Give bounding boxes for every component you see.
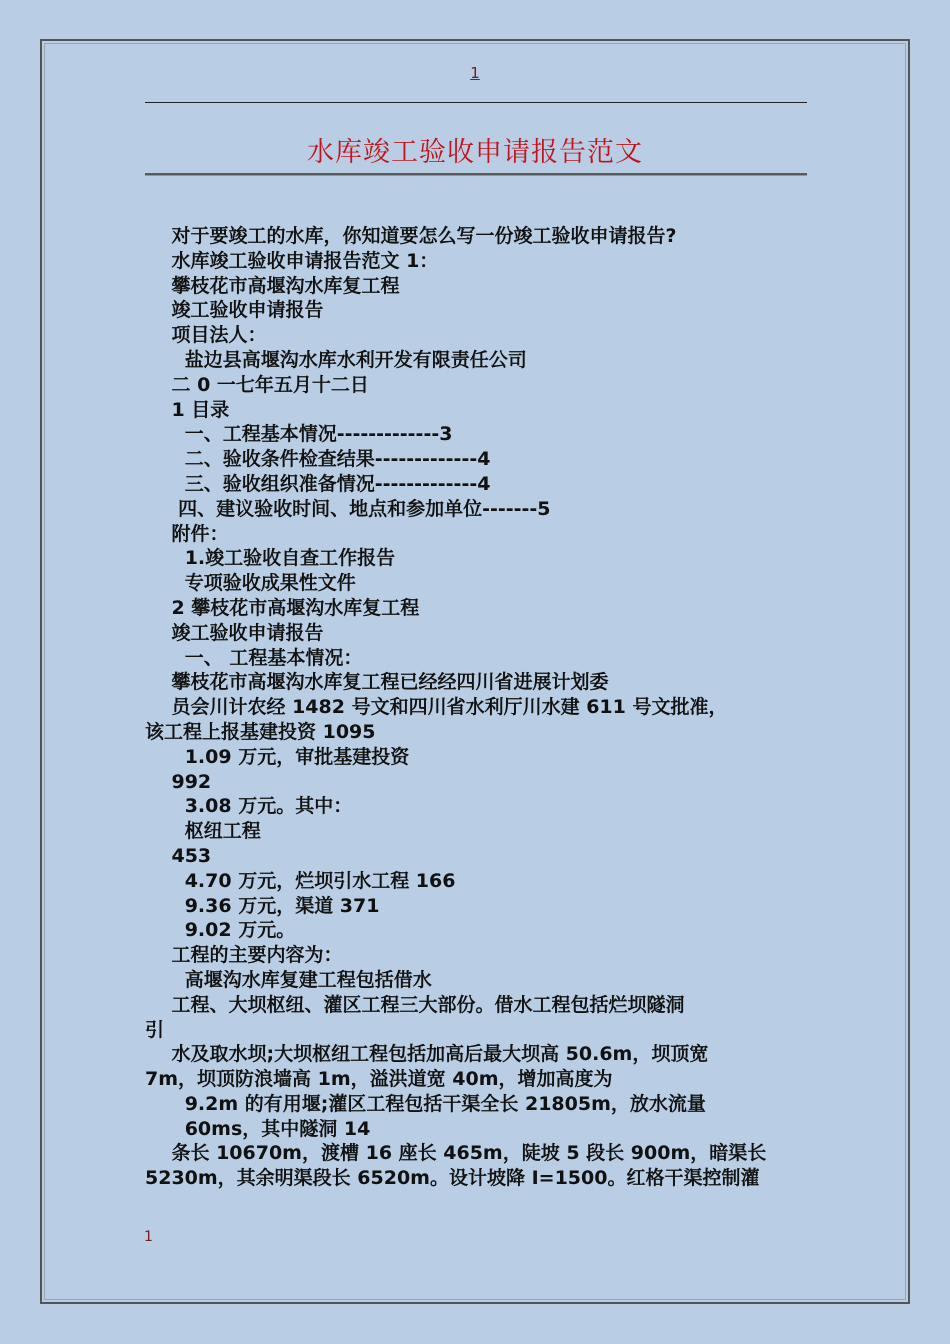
body-line: 二、验收条件检查结果-------------4 bbox=[145, 448, 491, 471]
body-line: 60ms，其中隧洞 14 bbox=[145, 1117, 371, 1140]
body-line: 攀枝花市高堰沟水库复工程已经经四川省进展计划委 bbox=[145, 671, 609, 694]
body-line: 水及取水坝;大坝枢纽工程包括加高后最大坝高 50.6m，坝顶宽 bbox=[145, 1043, 709, 1066]
document-title: 水库竣工验收申请报告范文 bbox=[307, 137, 643, 168]
body-line: 二 0 一七年五月十二日 bbox=[145, 373, 369, 396]
footer-page-number: 1 bbox=[144, 1229, 153, 1245]
title-rule bbox=[145, 173, 807, 175]
body-line: 员会川计农经 1482 号文和四川省水利厅川水建 611 号文批准， bbox=[145, 696, 728, 719]
body-line: 攀枝花市高堰沟水库复工程 bbox=[145, 274, 400, 297]
body-line: 工程的主要内容为： bbox=[145, 944, 343, 967]
body-line: 盐边县高堰沟水库水利开发有限责任公司 bbox=[145, 348, 527, 371]
body-line: 一、 工程基本情况： bbox=[145, 646, 363, 669]
body-line: 竣工验收申请报告 bbox=[145, 299, 324, 322]
body-line: 9.2m 的有用堰;灌区工程包括干渠全长 21805m，放水流量 bbox=[145, 1092, 706, 1115]
body-line: 1.09 万元，审批基建投资 bbox=[145, 745, 410, 768]
body-line: 竣工验收申请报告 bbox=[145, 621, 324, 644]
body-line: 对于要竣工的水库，你知道要怎么写一份竣工验收申请报告? bbox=[145, 225, 677, 247]
body-line: 高堰沟水库复建工程包括借水 bbox=[145, 968, 432, 991]
body-line: 枢纽工程 bbox=[145, 820, 261, 843]
body-line: 一、工程基本情况-------------3 bbox=[145, 423, 453, 446]
body-line: 9.36 万元，渠道 371 bbox=[145, 894, 380, 917]
body-line: 附件： bbox=[145, 522, 229, 545]
body-line: 条长 10670m，渡槽 16 座长 465m，陡坡 5 段长 900m，暗渠长 bbox=[145, 1142, 767, 1165]
document-body bbox=[145, 224, 807, 1191]
body-line: 专项验收成果性文件 bbox=[145, 572, 356, 595]
header-page-number: 1 bbox=[470, 64, 480, 82]
header-rule bbox=[145, 102, 807, 103]
body-line: 水库竣工验收申请报告范文 1： bbox=[145, 249, 439, 272]
body-line: 工程、大坝枢纽、灌区工程三大部份。借水工程包括烂坝隧洞 bbox=[145, 993, 685, 1016]
body-line: 引 bbox=[145, 1018, 165, 1041]
body-line: 1.竣工验收自查工作报告 bbox=[145, 547, 396, 570]
body-line: 该工程上报基建投资 1095 bbox=[145, 720, 376, 743]
body-line: 9.02 万元。 bbox=[145, 919, 296, 942]
body-line: 3.08 万元。其中： bbox=[145, 795, 353, 818]
body-line: 1 目录 bbox=[145, 398, 230, 421]
body-line: 5230m，其余明渠段长 6520m。设计坡降 I=1500。红格干渠控制灌 bbox=[145, 1167, 760, 1190]
body-line: 992 bbox=[145, 770, 212, 793]
body-line: 四、建议验收时间、地点和参加单位-------5 bbox=[145, 497, 551, 520]
body-line: 项目法人： bbox=[145, 324, 267, 347]
body-line: 4.70 万元，烂坝引水工程 166 bbox=[145, 869, 456, 892]
body-line: 2 攀枝花市高堰沟水库复工程 bbox=[145, 596, 420, 619]
body-line: 453 bbox=[145, 844, 212, 867]
body-line: 7m，坝顶防浪墙高 1m，溢洪道宽 40m，增加高度为 bbox=[145, 1068, 613, 1091]
body-line: 三、验收组织准备情况-------------4 bbox=[145, 472, 491, 495]
